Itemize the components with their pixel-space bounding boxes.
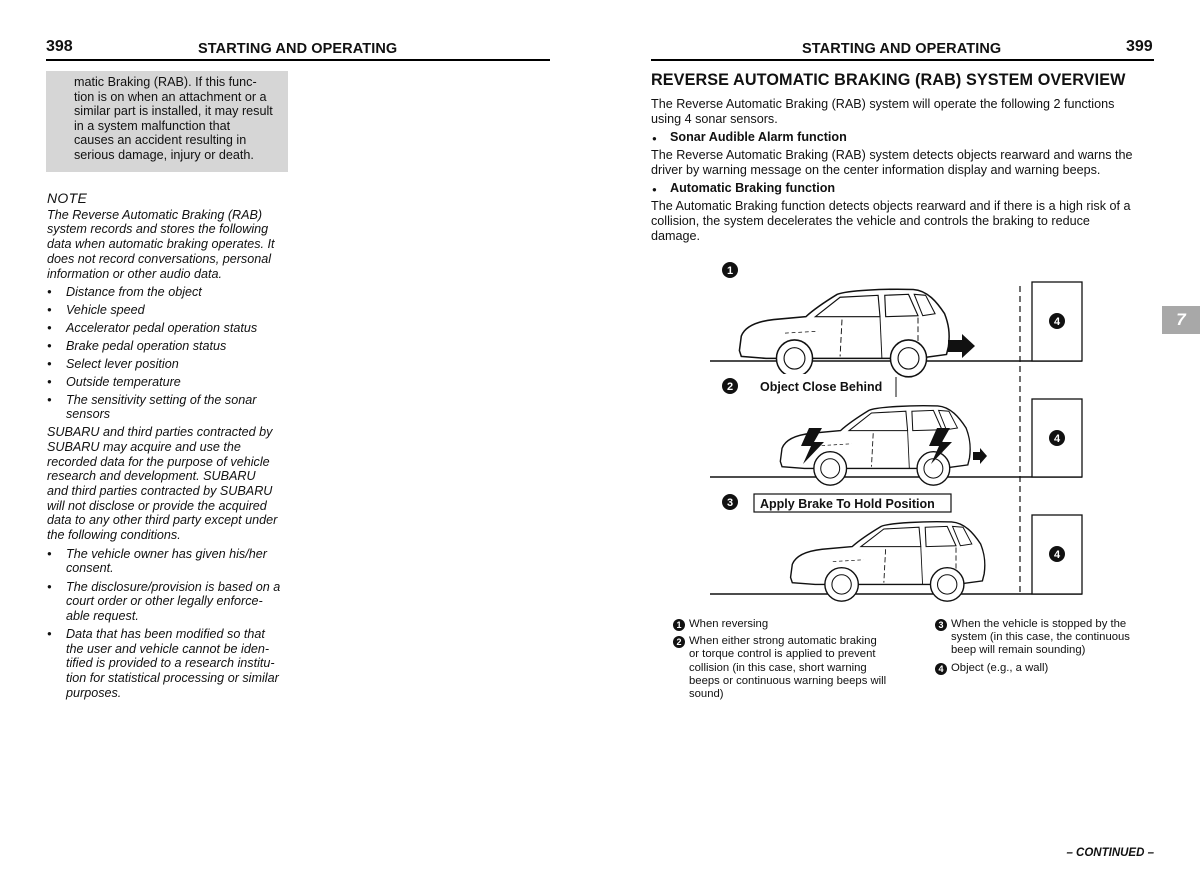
rab-operation-diagram [710, 258, 1090, 603]
list-item-line: ● Accelerator pedal operation status [66, 321, 258, 335]
list-item-line: purposes. [66, 685, 122, 700]
function-line: driver by warning message on the center information display and warning beeps. [651, 163, 1101, 177]
list-item-line: ● Vehicle speed [66, 303, 145, 318]
list-item [47, 375, 292, 390]
legend-number: 2 [673, 636, 685, 648]
right-page [600, 0, 1200, 896]
legend-item [935, 618, 1130, 658]
function-description-braking [651, 199, 1171, 244]
list-item [47, 357, 292, 372]
legend-left [673, 618, 886, 705]
disclosure-paragraph [47, 425, 292, 543]
legend-line: When either strong automatic braking [689, 635, 877, 648]
legend-line: beeps or continuous warning beeps will [689, 674, 887, 687]
list-item [47, 339, 292, 354]
intro-line: The Reverse Automatic Braking (RAB) system will operate the following 2 functions [651, 97, 1115, 111]
list-item [47, 547, 292, 576]
disclosure-line: will not disclose or provide the acquired [47, 498, 267, 513]
list-item-line: ● Data that has been modified so that [66, 627, 265, 642]
legend-line: collision (in this case, short warning [689, 661, 867, 674]
step-number-2: 2 [726, 381, 734, 393]
note-intro [47, 208, 292, 282]
legend-number: 3 [935, 619, 947, 631]
list-item [47, 580, 292, 624]
function-line: The Reverse Automatic Braking (RAB) system detects objects rearward and warns the [651, 148, 1133, 162]
list-item [47, 627, 292, 701]
legend-item [673, 618, 886, 631]
disclosure-line: and third parties contracted by SUBARU [47, 483, 273, 498]
object-number: 4 [1053, 316, 1061, 328]
disclosure-line: SUBARU and third parties contracted by [47, 425, 273, 440]
note-line: does not record conversations, personal [47, 251, 272, 266]
note-line: The Reverse Automatic Braking (RAB) [47, 207, 263, 222]
disclosure-line: recorded data for the purpose of vehicle [47, 454, 270, 469]
function-heading-braking: ● Automatic Braking function [651, 181, 1171, 196]
object-number: 4 [1053, 549, 1061, 561]
disclosure-line: research and development. SUBARU [47, 469, 256, 484]
car-stopped [791, 522, 985, 601]
list-item-line: ● Select lever position [66, 356, 179, 371]
section-title: REVERSE AUTOMATIC BRAKING (RAB) SYSTEM OVERVIEW [651, 71, 1126, 89]
conditions-list [47, 547, 292, 701]
list-item-line: ● The sensitivity setting of the sonar [66, 392, 257, 407]
object-number: 4 [1053, 433, 1061, 445]
list-item-line: tion for statistical processing or similar [66, 671, 279, 686]
display-message-apply-brake: Apply Brake To Hold Position [760, 497, 935, 511]
disclosure-line: the following conditions. [47, 528, 181, 543]
page-number: 398 [46, 38, 73, 55]
list-item-line: able request. [66, 608, 139, 623]
disclosure-line: SUBARU may acquire and use the [47, 439, 241, 454]
note-block [47, 191, 292, 704]
legend-item [935, 662, 1130, 675]
list-item-line: the user and vehicle cannot be iden- [66, 641, 270, 656]
intro-paragraph [651, 97, 1171, 127]
list-item-line: ● Distance from the object [66, 285, 202, 300]
list-item-line: consent. [66, 561, 114, 576]
legend-number: 4 [935, 663, 947, 675]
list-item [47, 393, 292, 422]
legend-line: sound) [689, 688, 724, 701]
warning-box [46, 71, 288, 172]
warning-line: tion is on when an attachment or a [74, 89, 267, 104]
note-line: information or other audio data. [47, 266, 223, 281]
list-item-line: ● The disclosure/provision is based on a [66, 579, 281, 594]
running-head: STARTING AND OPERATING [198, 41, 398, 57]
list-item [47, 303, 292, 318]
legend-right [935, 618, 1130, 679]
display-message-object-close: Object Close Behind [760, 380, 883, 394]
list-item-line: tified is provided to a research institu- [66, 656, 275, 671]
list-item-line: court order or other legally enforce- [66, 594, 263, 609]
header-rule [651, 59, 1154, 61]
note-title: NOTE [47, 190, 88, 206]
note-line: system records and stores the following [47, 222, 269, 237]
list-item [47, 285, 292, 300]
chapter-tab[interactable]: 7 [1162, 306, 1200, 334]
continued-marker: – CONTINUED – [1066, 847, 1154, 859]
step-number-3: 3 [726, 497, 734, 509]
list-item-line: ● Outside temperature [66, 374, 181, 389]
car-reversing [739, 289, 949, 377]
warning-line: in a system malfunction that [74, 118, 231, 133]
function-heading-sonar: ● Sonar Audible Alarm function [651, 130, 1171, 145]
legend-line: When the vehicle is stopped by the [951, 618, 1127, 630]
list-item-line: sensors [66, 407, 111, 422]
function-line: damage. [651, 229, 701, 243]
warning-line: similar part is installed, it may result [74, 104, 273, 119]
list-item-line: ● Brake pedal operation status [66, 338, 227, 353]
list-item-line: ● The vehicle owner has given his/her [66, 546, 267, 561]
legend-line: system (in this case, the continuous [951, 631, 1130, 644]
function-line: collision, the system decelerates the vehicle and controls the braking to reduce [651, 214, 1090, 228]
step-number-1: 1 [726, 265, 734, 277]
header-rule [46, 59, 550, 61]
legend-number: 1 [673, 619, 685, 631]
running-head: STARTING AND OPERATING [802, 41, 1002, 57]
list-item [47, 321, 292, 336]
legend-line: or torque control is applied to prevent [689, 648, 876, 661]
small-reverse-arrow-icon [973, 448, 987, 464]
disclosure-line: data to any other third party except under [47, 513, 278, 528]
warning-line: causes an accident resulting in [74, 133, 247, 148]
overview-body [651, 97, 1171, 247]
legend-line: beep will remain sounding) [951, 644, 1086, 657]
note-line: data when automatic braking operates. It [47, 237, 275, 252]
page-number: 399 [1126, 38, 1153, 55]
intro-line: using 4 sonar sensors. [651, 112, 778, 126]
legend-line: When reversing [689, 618, 769, 630]
recorded-data-list [47, 285, 292, 422]
warning-line: serious damage, injury or death. [74, 147, 254, 162]
warning-line: matic Braking (RAB). If this func- [74, 75, 257, 89]
function-description-sonar [651, 148, 1171, 178]
function-line: The Automatic Braking function detects objects rearward and if there is a high risk of a [651, 199, 1131, 213]
reverse-arrow-icon [948, 334, 975, 358]
legend-line: Object (e.g., a wall) [951, 661, 1049, 674]
legend-item [673, 635, 886, 701]
